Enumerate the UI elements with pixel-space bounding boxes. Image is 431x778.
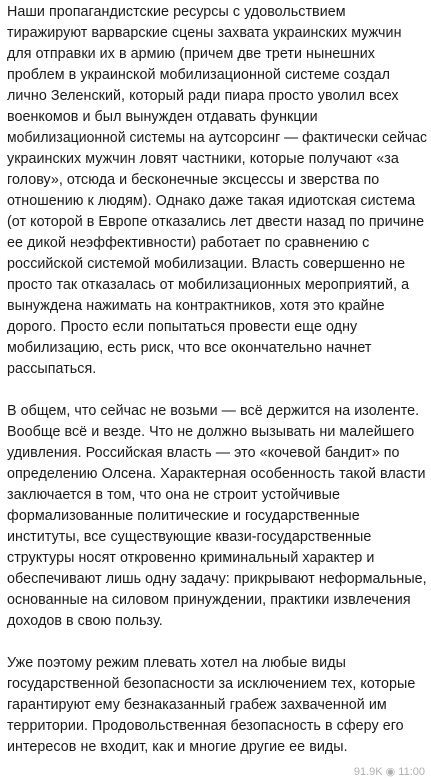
post-meta: 91.9K ◉ 11:00 [353, 766, 425, 778]
text-line: просто так отказалась от мобилизационных мероприятий, а [7, 277, 410, 293]
text-line: структуры носят откровенно криминальный характер и [7, 550, 375, 566]
text-line: институты, все существующие квази-государственные [7, 529, 372, 545]
text-line: мобилизацию, есть риск, что все окончательно начнет [7, 340, 372, 356]
text-line: государственной безопасности за исключением тех, которые [7, 676, 416, 692]
text-line: мобилизационной системы на аутсорсинг — фактически сейчас [7, 130, 428, 146]
text-line: формализованные политические и государственные [7, 508, 360, 524]
text-line: рассыпаться. [7, 361, 97, 377]
text-line: Уже поэтому режим плевать хотел на любые виды [7, 655, 346, 671]
paragraph-1 [7, 2, 427, 380]
paragraph-2 [7, 401, 427, 632]
text-line: российской системой мобилизации. Власть совершенно не [7, 256, 406, 272]
text-line: интересов не входит, как и многие другие ее виды. [7, 739, 348, 755]
text-line: (от которой в Европе отказались лет двести назад по причине [7, 214, 425, 230]
post-text [7, 2, 427, 758]
text-line: отношению к людям). Однако даже такая идиотская система [7, 193, 416, 209]
text-line: Наши пропагандистские ресурсы с удовольствием [7, 4, 346, 20]
text-line: лично Зеленский, который ради пиара просто уволил всех [7, 88, 399, 104]
text-line: дорого. Просто если попытаться провести еще одну [7, 319, 358, 335]
text-line: основанные на силовом принуждении, практики извлечения [7, 592, 411, 608]
text-line: голову», отсюда и бесконечные эксцессы и зверства по [7, 172, 380, 188]
text-line: военкомов и был вынужден отдавать функции [7, 109, 318, 125]
text-line: проблем в украинской мобилизационной системе создал [7, 67, 391, 83]
paragraph-3 [7, 653, 427, 758]
text-line: гарантируют ему безнаказанный грабеж захваченной им [7, 697, 387, 713]
text-line: Вообще всё и везде. Что не должно вызывать ни малейшего [7, 424, 415, 440]
text-line: украинских мужчин ловят частники, которые получают «за [7, 151, 399, 167]
text-line: вынуждена нажимать на контрактников, хотя это крайне [7, 298, 385, 314]
text-line: тиражируют варварские сцены захвата украинских мужчин [7, 25, 402, 41]
text-line: территории. Продовольственная безопасность в сферу его [7, 718, 404, 734]
text-line: ее дикой неэффективности) работает по сравнению с [7, 235, 370, 251]
text-line: для отправки их в армию (причем две трети нынешних [7, 46, 375, 62]
text-line: В общем, что сейчас не возьми — всё держится на изоленте. [7, 403, 420, 419]
text-line: доходов в свою пользу. [7, 613, 163, 629]
text-line: обеспечивают лишь одну задачу: прикрывают неформальные, [7, 571, 427, 587]
text-line: определению Олсена. Характерная особенность такой власти [7, 466, 426, 482]
text-line: заключается в том, что она не строит устойчивые [7, 487, 340, 503]
text-line: удивления. Российская власть — это «кочевой бандит» по [7, 445, 400, 461]
